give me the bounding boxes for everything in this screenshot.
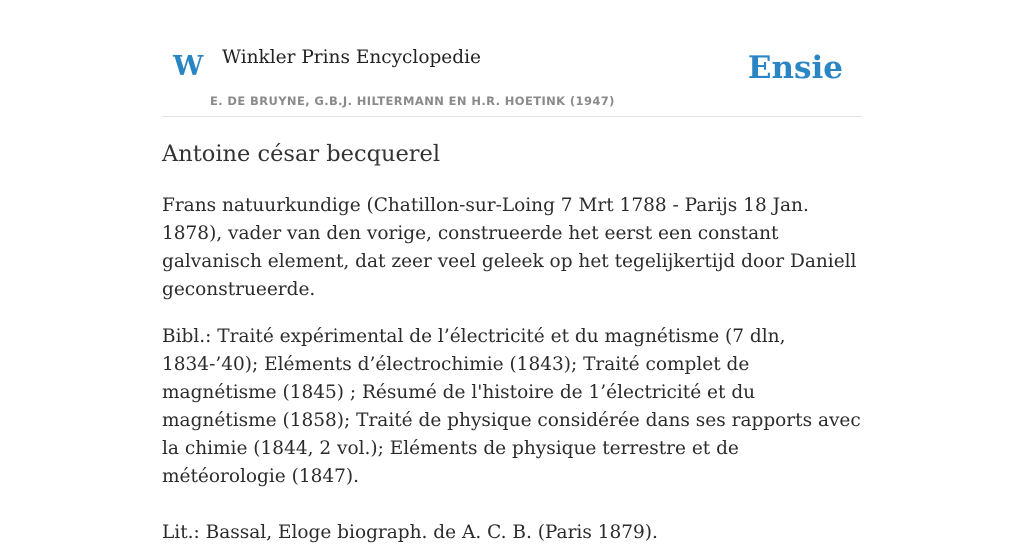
article-paragraph-bibliography: Bibl.: Traité expérimental de l’électricité et du magnétisme (7 dln, 1834-’40); Eléments d’électrochimie (1843); Traité complet de magnétisme (1845) ; Résumé de l'histoire de 1’électricité et du magnétisme (1858); Traité de physique considérée dans ses rapports avec la chimie (1844, 2 vol.); Eléments de physique terrestre et de météorologie (1847).: [162, 326, 861, 487]
article: [162, 138, 862, 547]
ensie-logo-link[interactable]: Ensie: [747, 50, 843, 86]
source-authors: E. DE BRUYNE, G.B.J. HILTERMANN EN H.R. HOETINK (1947): [210, 94, 615, 108]
article-paragraph-definition: Frans natuurkundige (Chatillon-sur-Loing 7 Mrt 1788 - Parijs 18 Jan. 1878), vader van den vorige, construeerde het eerst een constant galvanisch element, dat zeer veel geleek op het tegelijkertijd door Daniell geconstrueerde.: [162, 195, 857, 300]
source-title: Winkler Prins Encyclopedie: [222, 47, 481, 68]
source-logo-icon: W: [173, 51, 204, 82]
article-paragraph-literature: Lit.: Bassal, Eloge biograph. de A. C. B. (Paris 1879).: [162, 522, 658, 543]
source-header: [162, 40, 862, 117]
article-title: Antoine césar becquerel: [162, 141, 441, 167]
